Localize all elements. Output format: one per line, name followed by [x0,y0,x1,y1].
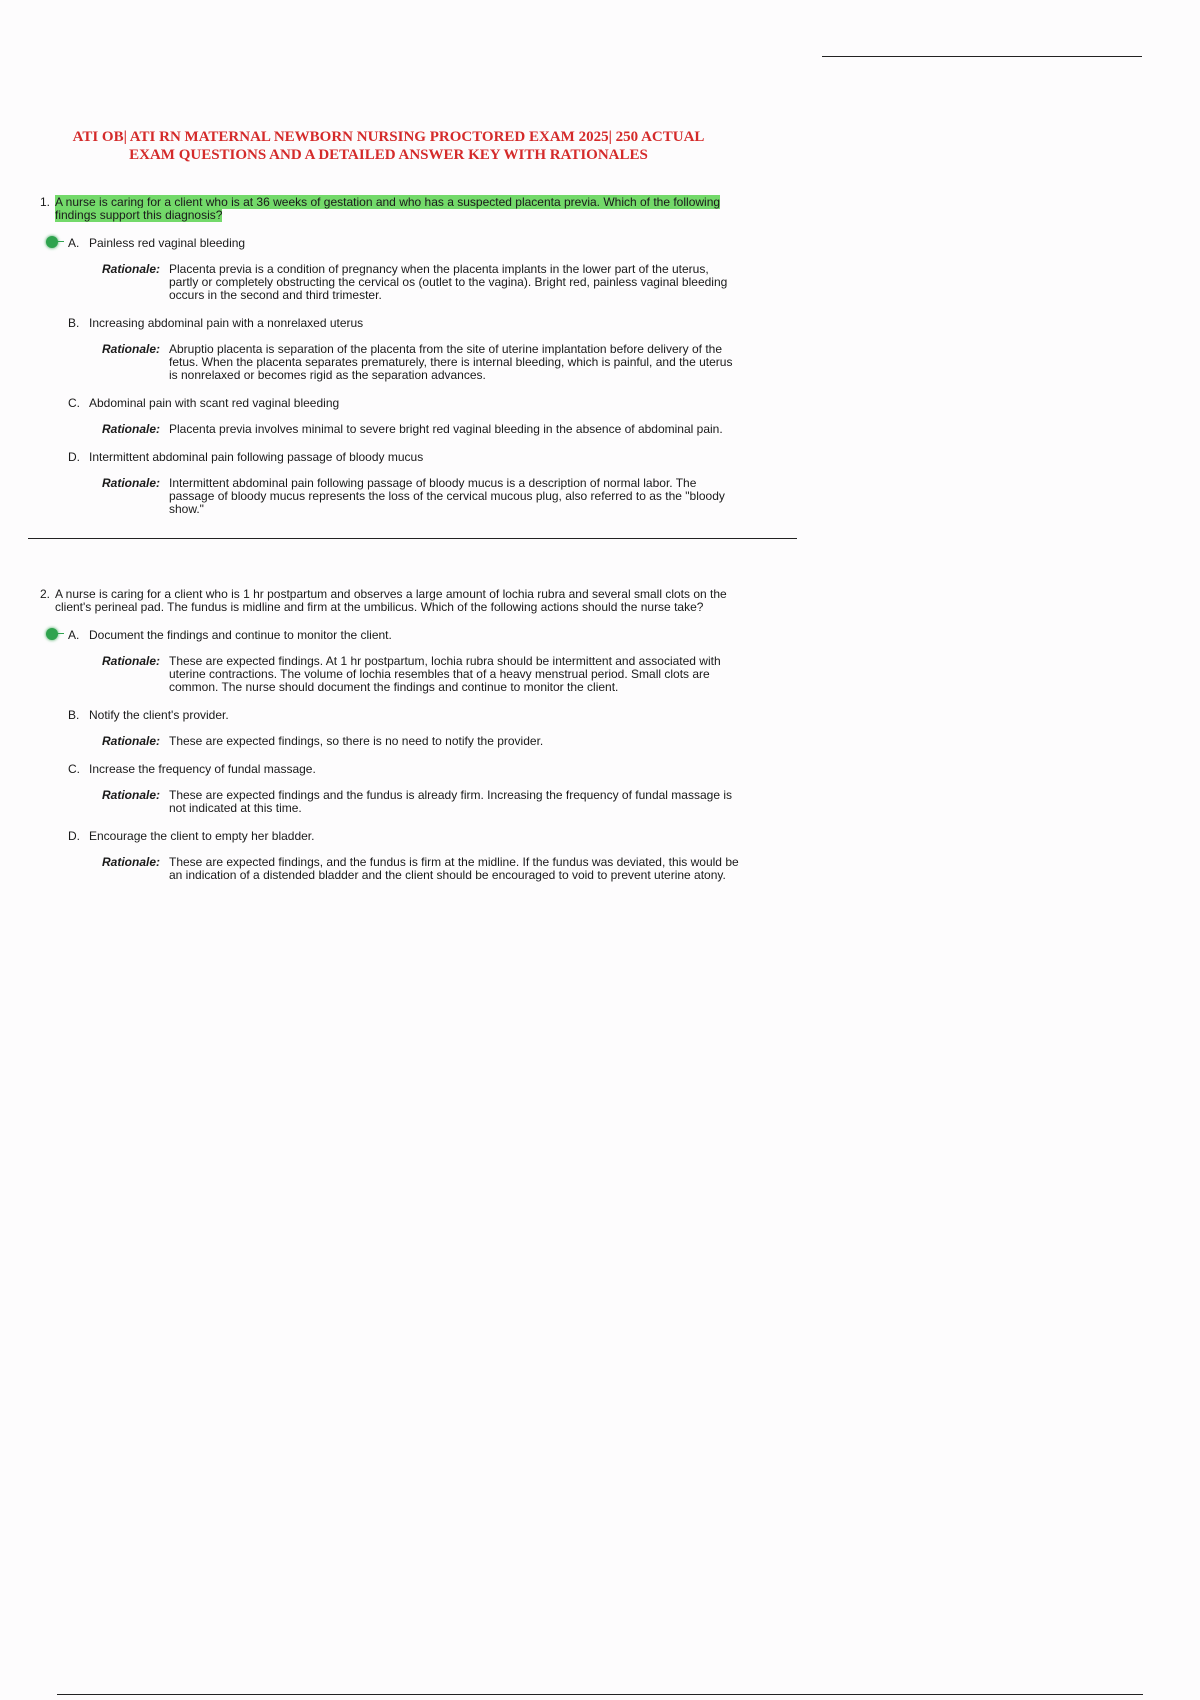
rationale-text: These are expected findings, so there is no need to notify the provider. [169,734,544,748]
rationale-label: Rationale: [102,422,161,436]
rationale-label: Rationale: [102,788,161,802]
rationale-d [0,477,739,516]
rationale-label: Rationale: [102,855,161,869]
option-c [0,397,760,410]
rationale-c [0,423,739,436]
question-text-highlighted: A nurse is caring for a client who is at 36 weeks of gestation and who has a suspected placenta previa. Which of the following findings support this diagnosis? [55,195,721,222]
rationale-text: Intermittent abdominal pain following passage of bloody mucus is a description of normal labor. The passage of bloody mucus represents the loss of the cervical mucous plug, also referred to as the "bloody show." [169,476,725,516]
correct-answer-marker-icon [46,236,58,248]
option-a [0,629,760,642]
option-a [0,237,760,250]
rationale-a [0,263,739,302]
rationale-label: Rationale: [102,654,161,668]
question-separator [28,538,797,539]
title-line-1: ATI OB| ATI RN MATERNAL NEWBORN NURSING PROCTORED EXAM 2025| 250 ACTUAL [72,129,705,145]
rationale-label: Rationale: [102,734,161,748]
rationale-text: Abruptio placenta is separation of the placenta from the site of uterine implantation before delivery of the fetus. When the placenta separates prematurely, there is internal bleeding, which is painful, and the uterus is nonrelaxed or becomes rigid as the separation advances. [169,342,733,382]
option-b [0,317,760,330]
rationale-text: Placenta previa is a condition of pregnancy when the placenta implants in the lower part of the uterus, partly or completely obstructing the cervical os (outlet to the vagina). Bright red, painless vaginal bleeding occurs in the second and third trimester. [169,262,728,302]
rationale-label: Rationale: [102,262,161,276]
rationale-a [0,655,739,694]
rationale-text: These are expected findings. At 1 hr postpartum, lochia rubra should be intermittent and associated with uterine contractions. The volume of lochia resembles that of a heavy menstrual period. Small clots are common. The nurse should document the findings and continue to monitor the client. [169,654,721,694]
option-b [0,709,760,722]
rationale-text: Placenta previa involves minimal to severe bright red vaginal bleeding in the absence of abdominal pain. [169,422,723,436]
option-text: Increase the frequency of fundal massage. [89,762,316,776]
option-text: Increasing abdominal pain with a nonrelaxed uterus [89,316,364,330]
rationale-label: Rationale: [102,476,161,490]
option-text: Encourage the client to empty her bladder. [89,829,315,843]
option-text: Abdominal pain with scant red vaginal bleeding [89,396,340,410]
option-c [0,763,760,776]
option-letter: D. [68,450,80,464]
question-number: 2. [40,587,51,601]
option-letter: C. [68,762,80,776]
rationale-b [0,735,739,748]
option-text: Painless red vaginal bleeding [89,236,246,250]
option-letter: B. [68,708,80,722]
rationale-b [0,343,739,382]
question-2 [0,588,760,882]
document-title [36,128,741,164]
option-letter: B. [68,316,80,330]
option-letter: C. [68,396,80,410]
rationale-text: These are expected findings and the fundus is already firm. Increasing the frequency of fundal massage is not indicated at this time. [169,788,732,815]
option-letter: D. [68,829,80,843]
option-text: Document the findings and continue to monitor the client. [89,628,392,642]
option-letter: A. [68,236,80,250]
question-1 [0,196,760,516]
rationale-d [0,856,739,882]
option-text: Notify the client's provider. [89,708,229,722]
question-stem [0,588,760,614]
option-d [0,451,760,464]
correct-answer-marker-icon [46,628,58,640]
rationale-text: These are expected findings, and the fundus is firm at the midline. If the fundus was deviated, this would be an indication of a distended bladder and the client should be encouraged to void to prevent uterine atony. [169,855,739,882]
title-line-2: EXAM QUESTIONS AND A DETAILED ANSWER KEY WITH RATIONALES [129,147,648,163]
header-rule [822,56,1142,57]
rationale-c [0,789,739,815]
option-letter: A. [68,628,80,642]
question-stem [0,196,760,222]
option-text: Intermittent abdominal pain following passage of bloody mucus [89,450,424,464]
option-d [0,830,760,843]
question-text: A nurse is caring for a client who is 1 hr postpartum and observes a large amount of lochia rubra and several small clots on the client's perineal pad. The fundus is midline and firm at the umbilicus. Which of the following actions should the nurse take? [55,587,727,614]
footer-rule [57,1694,1143,1695]
question-number: 1. [40,195,51,209]
rationale-label: Rationale: [102,342,161,356]
